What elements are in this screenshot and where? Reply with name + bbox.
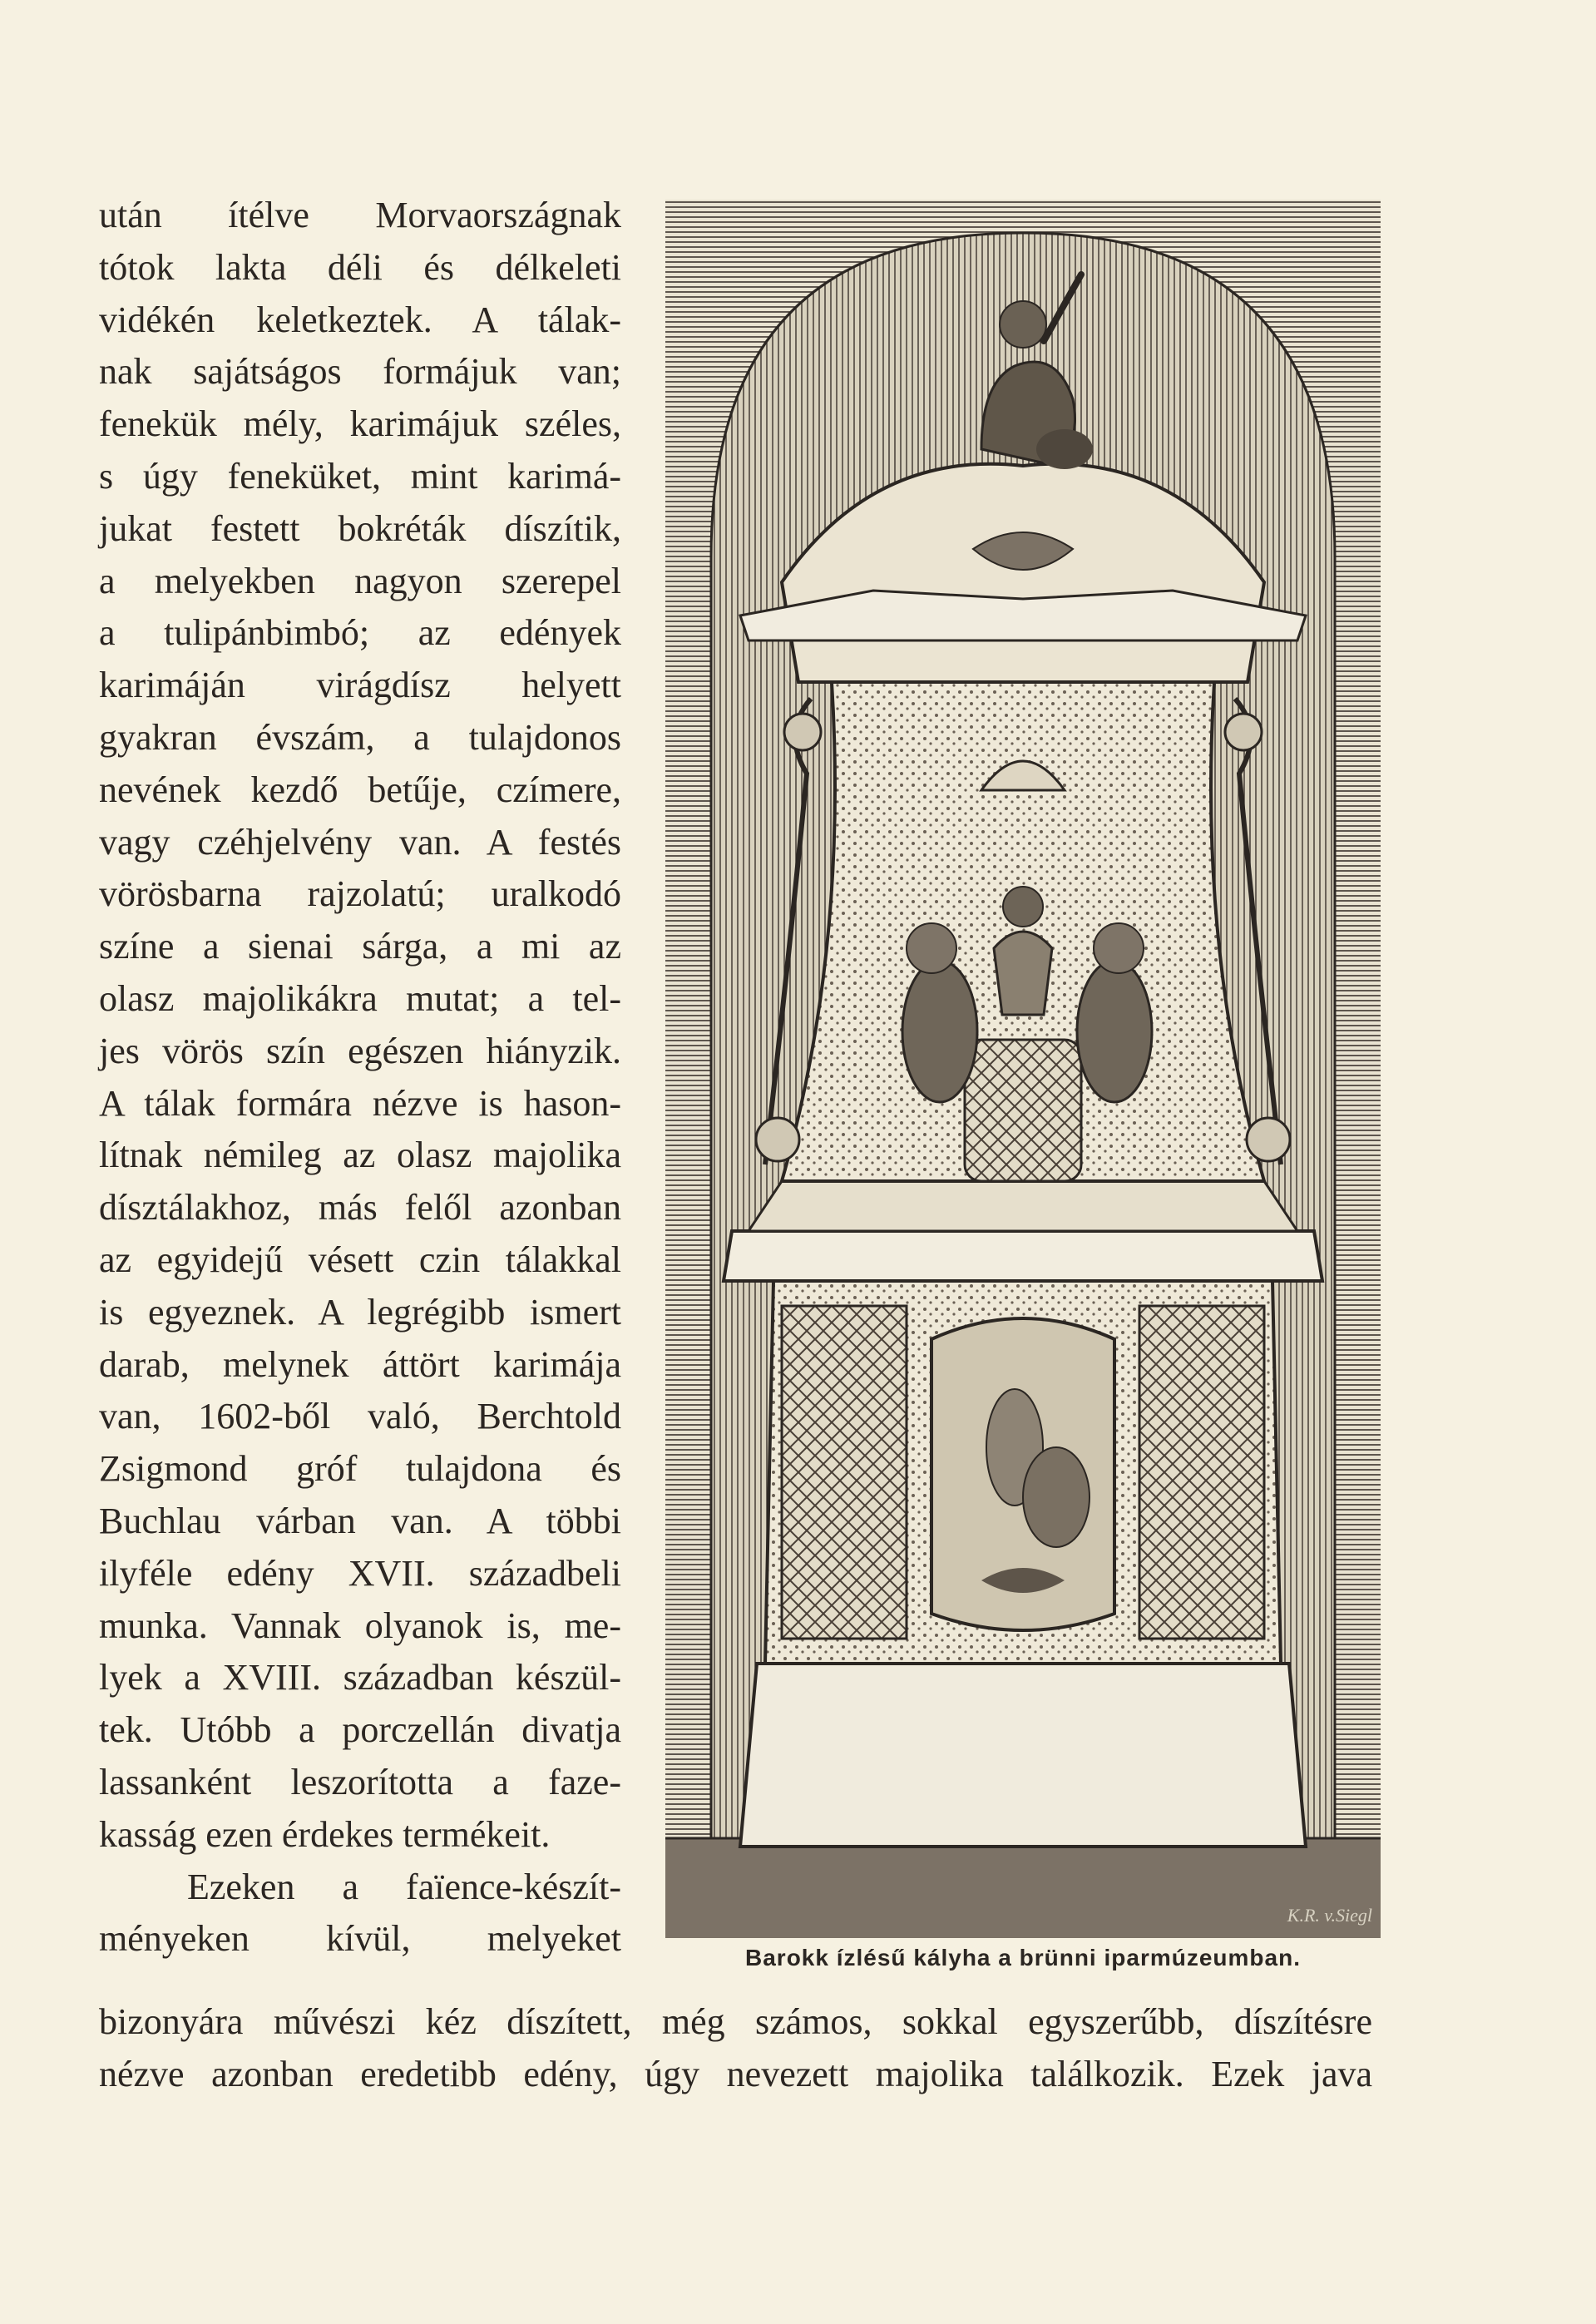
text-line: lyek a XVIII. században készül- <box>99 1657 621 1698</box>
text-line: Ezeken a faïence-készít- <box>187 1866 621 1907</box>
text-line: gyakran évszám, a tulajdonos <box>99 716 621 758</box>
text-line: színe a sienai sárga, a mi az <box>99 926 621 967</box>
text-line: lassanként leszorította a faze- <box>99 1761 621 1802</box>
text-line: vagy czéhjelvény van. A festés <box>99 821 621 863</box>
text-line: jukat festett bokréták díszítik, <box>99 507 621 549</box>
text-line: vörösbarna rajzolatú; uralkodó <box>99 873 621 915</box>
text-line: vidékén keletkeztek. A tálak- <box>99 299 621 340</box>
text-line: s úgy feneküket, mint karimá- <box>99 455 621 497</box>
figure-caption: Barokk ízlésű kályha a brünni iparmúzeumban. <box>745 1945 1301 1970</box>
text-line: bizonyára művészi kéz díszített, még számos, sokkal egyszerűbb, díszítésre <box>99 2001 1372 2042</box>
left-column-text <box>99 190 621 1966</box>
text-line: a tulipánbimbó; az edények <box>99 612 621 654</box>
text-line: van, 1602-ből való, Berchtold <box>99 1396 621 1437</box>
text-line: ilyféle edény XVII. századbeli <box>99 1552 621 1594</box>
text-line: tótok lakta déli és délkeleti <box>99 246 621 288</box>
engraver-signature: K.R. v.Siegl <box>1287 1905 1372 1926</box>
text-line: kasság ezen érdekes termékeit. <box>99 1813 551 1855</box>
text-line: karimáján virágdísz helyett <box>99 665 621 706</box>
text-line: jes vörös szín egészen hiányzik. <box>99 1030 621 1071</box>
text-line: olasz majolikákra mutat; a tel- <box>99 977 621 1019</box>
text-line: nevének kezdő betűje, czímere, <box>99 769 621 810</box>
text-line: Buchlau várban van. A többi <box>99 1500 621 1541</box>
stove-illustration <box>665 200 1381 1946</box>
text-line: is egyeznek. A legrégibb ismert <box>99 1291 621 1333</box>
text-line: fenekük mély, karimájuk széles, <box>99 403 621 445</box>
text-line: után ítélve Morvaországnak <box>99 195 621 235</box>
text-line: nak sajátságos formájuk van; <box>99 351 621 393</box>
text-line: az egyidejű vésett czin tálakkal <box>99 1239 621 1280</box>
text-line: Zsigmond gróf tulajdona és <box>99 1448 621 1490</box>
text-line: tek. Utóbb a porczellán divatja <box>99 1709 621 1751</box>
text-line: nézve azonban eredetibb edény, úgy nevezett majolika találkozik. Ezek java <box>99 2053 1372 2094</box>
stove-engraving <box>665 200 1381 1946</box>
text-line: lítnak némileg az olasz majolika <box>99 1135 621 1176</box>
text-line: dísztálakhoz, más felől azonban <box>99 1187 621 1229</box>
text-line: darab, melynek áttört karimája <box>99 1343 621 1385</box>
full-width-text <box>99 1996 1372 2101</box>
text-line: ményeken kívül, melyeket <box>99 1918 621 1960</box>
text-line: a melyekben nagyon szerepel <box>99 560 621 601</box>
text-line: munka. Vannak olyanok is, me- <box>99 1605 621 1646</box>
text-line: A tálak formára nézve is hason- <box>99 1082 621 1124</box>
